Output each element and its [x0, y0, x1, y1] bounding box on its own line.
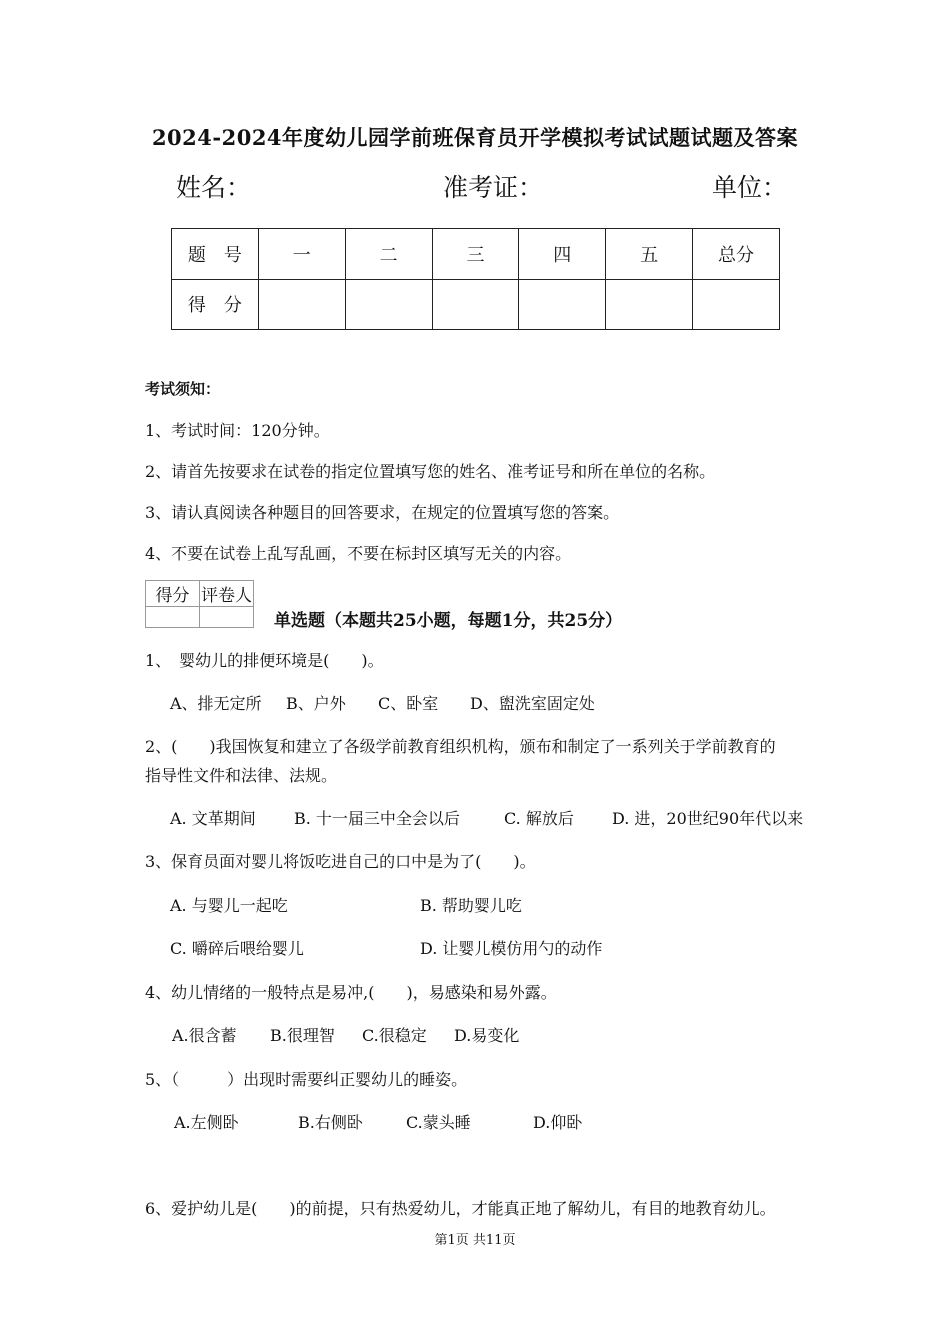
option[interactable]: A、排无定所 [170, 694, 262, 713]
option[interactable]: A.很含蓄 [172, 1026, 237, 1045]
option[interactable]: A. 与婴儿一起吃 [170, 896, 288, 915]
question-stem: 4、幼儿情绪的一般特点是易冲,( )，易感染和易外露。 [145, 983, 557, 1002]
score-header-cell: 三 [432, 229, 519, 280]
option[interactable]: D、盥洗室固定处 [470, 694, 595, 713]
option[interactable]: A.左侧卧 [174, 1113, 239, 1132]
option[interactable]: D.易变化 [454, 1026, 520, 1045]
score-header-cell: 一 [258, 229, 345, 280]
question-stem: 3、保育员面对婴儿将饭吃进自己的口中是为了( )。 [145, 852, 536, 871]
grader-score-cell[interactable] [146, 607, 200, 628]
score-cell[interactable] [606, 279, 693, 330]
score-table-header-row [172, 229, 780, 280]
question-stem: 5、（ ）出现时需要纠正婴幼儿的睡姿。 [145, 1070, 468, 1089]
grader-reviewer-cell[interactable] [200, 607, 254, 628]
option[interactable]: D.仰卧 [533, 1113, 583, 1132]
option[interactable]: C、卧室 [378, 694, 439, 713]
option[interactable]: B、户外 [286, 694, 346, 713]
notice-item: 2、请首先按要求在试卷的指定位置填写您的姓名、准考证号和所在单位的名称。 [145, 462, 716, 481]
score-header-cell: 四 [519, 229, 606, 280]
score-row-label: 得 分 [172, 279, 259, 330]
notice-item: 4、不要在试卷上乱写乱画，不要在标封区填写无关的内容。 [145, 544, 572, 563]
score-table-score-row [172, 279, 780, 330]
score-cell[interactable] [693, 279, 780, 330]
exam-id-field-label: 准考证： [443, 173, 544, 202]
option[interactable]: C.蒙头睡 [406, 1113, 471, 1132]
score-cell[interactable] [345, 279, 432, 330]
grader-box [145, 580, 254, 628]
option[interactable]: C. 解放后 [504, 809, 574, 828]
option[interactable]: A. 文革期间 [170, 809, 256, 828]
question-stem-continued: 指导性文件和法律、法规。 [145, 766, 338, 785]
option[interactable]: D. 进，20世纪90年代以来 [612, 809, 804, 828]
notice-item: 3、请认真阅读各种题目的回答要求，在规定的位置填写您的答案。 [145, 503, 620, 522]
score-header-cell: 二 [345, 229, 432, 280]
grader-reviewer-label: 评卷人 [200, 581, 254, 607]
option[interactable]: B. 帮助婴儿吃 [420, 896, 522, 915]
notice-item: 1、考试时间：120分钟。 [145, 421, 330, 440]
section-title: 单选题（本题共25小题，每题1分，共25分） [274, 611, 623, 631]
question-stem: 1、 婴幼儿的排便环境是( )。 [145, 651, 384, 670]
score-cell[interactable] [258, 279, 345, 330]
option[interactable]: B. 十一届三中全会以后 [294, 809, 460, 828]
score-header-cell: 题 号 [172, 229, 259, 280]
score-cell[interactable] [432, 279, 519, 330]
document-title: 2024-2024年度幼儿园学前班保育员开学模拟考试试题试题及答案 [151, 125, 799, 150]
notice-heading: 考试须知： [145, 380, 221, 398]
question-stem: 6、爱护幼儿是( )的前提，只有热爱幼儿，才能真正地了解幼儿，有目的地教育幼儿。 [145, 1199, 776, 1218]
option[interactable]: C. 嚼碎后喂给婴儿 [170, 939, 304, 958]
option[interactable]: B.很理智 [270, 1026, 335, 1045]
option[interactable]: D. 让婴儿模仿用勺的动作 [420, 939, 603, 958]
name-field-label: 姓名： [176, 173, 252, 202]
score-header-cell: 五 [606, 229, 693, 280]
page-footer: 第1页 共11页 [434, 1233, 516, 1248]
option[interactable]: B.右侧卧 [298, 1113, 363, 1132]
option[interactable]: C.很稳定 [362, 1026, 427, 1045]
score-cell[interactable] [519, 279, 606, 330]
score-table [171, 228, 780, 330]
unit-field-label: 单位： [712, 173, 788, 202]
grader-score-label: 得分 [146, 581, 200, 607]
score-header-cell: 总分 [693, 229, 780, 280]
question-stem: 2、( )我国恢复和建立了各级学前教育组织机构，颁布和制定了一系列关于学前教育的 [145, 737, 776, 756]
